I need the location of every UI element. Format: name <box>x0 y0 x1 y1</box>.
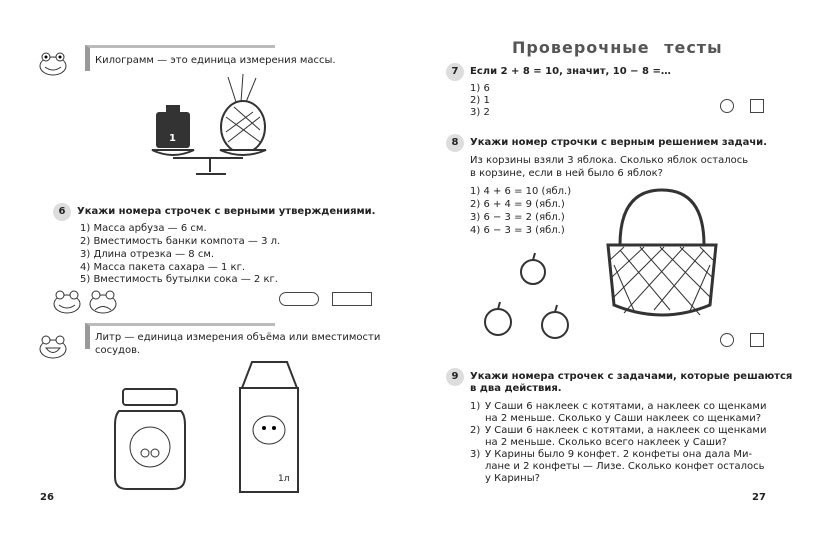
frog-sad-icon <box>88 290 118 314</box>
task8-item: 3) 6 − 3 = 2 (ябл.) <box>470 212 565 223</box>
info-kilogram: Килограмм — это единица измерения массы. <box>95 55 336 66</box>
carton-label: 1л <box>278 474 290 484</box>
task6-number: 6 <box>53 203 71 221</box>
answer-oval[interactable] <box>279 292 319 306</box>
task9-item-text: на 2 меньше. Сколько у Саши наклеек со щенками? <box>485 413 762 424</box>
frog-smile-icon <box>38 52 68 76</box>
task9-question-2: в два действия. <box>470 383 562 394</box>
task7-item: 1) 6 <box>470 83 490 94</box>
task7-item: 3) 2 <box>470 107 490 118</box>
task9-item-text: У Саши 6 наклеек с котятами, а наклеек со щенками <box>485 425 767 436</box>
answer-box[interactable] <box>750 99 764 113</box>
task8-text-2: в корзине, если в ней было 6 яблок? <box>470 168 663 179</box>
basket-illustration <box>600 185 725 325</box>
task8-item: 1) 4 + 6 = 10 (ябл.) <box>470 186 572 197</box>
answer-circle[interactable] <box>720 99 734 113</box>
task8-text: Из корзины взяли 3 яблока. Сколько яблок осталось <box>470 155 749 166</box>
task6-item: 4) Масса пакета сахара — 1 кг. <box>80 262 246 273</box>
task8-item: 4) 6 − 3 = 3 (ябл.) <box>470 225 565 236</box>
milk-carton-illustration <box>232 358 307 498</box>
task9-number: 9 <box>446 368 464 386</box>
task9-item-text: У Карины было 9 конфет. 2 конфеты она дала Ми- <box>485 449 753 460</box>
page-number-left: 26 <box>40 492 54 503</box>
task8-item: 2) 6 + 4 = 9 (ябл.) <box>470 199 565 210</box>
answer-circle[interactable] <box>720 333 734 347</box>
task9-item-text: у Карины? <box>485 473 540 484</box>
task9-item-marker: 1) <box>470 401 481 412</box>
task9-item-marker: 3) <box>470 449 481 460</box>
info-litre-2: сосудов. <box>95 345 141 356</box>
task9-item-text: лане и 2 конфеты — Лизе. Сколько конфет осталось <box>485 461 765 472</box>
frog-laugh-icon <box>38 335 68 359</box>
frog-smile-icon <box>52 290 82 314</box>
task6-item: 5) Вместимость бутылки сока — 2 кг. <box>80 274 278 285</box>
task9-item-text: на 2 меньше. Сколько всего наклеек у Саши? <box>485 437 727 448</box>
task6-item: 3) Длина отрезка — 8 см. <box>80 249 215 260</box>
task6-question: Укажи номера строчек с верными утверждениями. <box>77 206 376 217</box>
weight-label: 1 <box>169 133 176 144</box>
task9-question: Укажи номера строчек с задачами, которые решаются <box>470 371 793 382</box>
info-litre: Литр — единица измерения объёма или вместимости <box>95 332 381 343</box>
task6-item: 1) Масса арбуза — 6 см. <box>80 223 207 234</box>
task6-item: 2) Вместимость банки компота — 3 л. <box>80 236 281 247</box>
page-number-right: 27 <box>752 492 766 503</box>
task7-item: 2) 1 <box>470 95 490 106</box>
task9-item-marker: 2) <box>470 425 481 436</box>
scale-illustration <box>148 72 283 182</box>
jar-illustration <box>105 385 195 495</box>
task7-number: 7 <box>446 63 464 81</box>
task7-question: Если 2 + 8 = 10, значит, 10 − 8 =… <box>470 66 671 77</box>
task8-question: Укажи номер строчки с верным решением задачи. <box>470 137 767 148</box>
answer-box[interactable] <box>332 292 372 306</box>
answer-box[interactable] <box>750 333 764 347</box>
task8-number: 8 <box>446 134 464 152</box>
apples-illustration <box>478 250 588 345</box>
task9-item-text: У Саши 6 наклеек с котятами, а наклеек со щенками <box>485 401 767 412</box>
page-title: Проверочные тесты <box>512 38 723 57</box>
